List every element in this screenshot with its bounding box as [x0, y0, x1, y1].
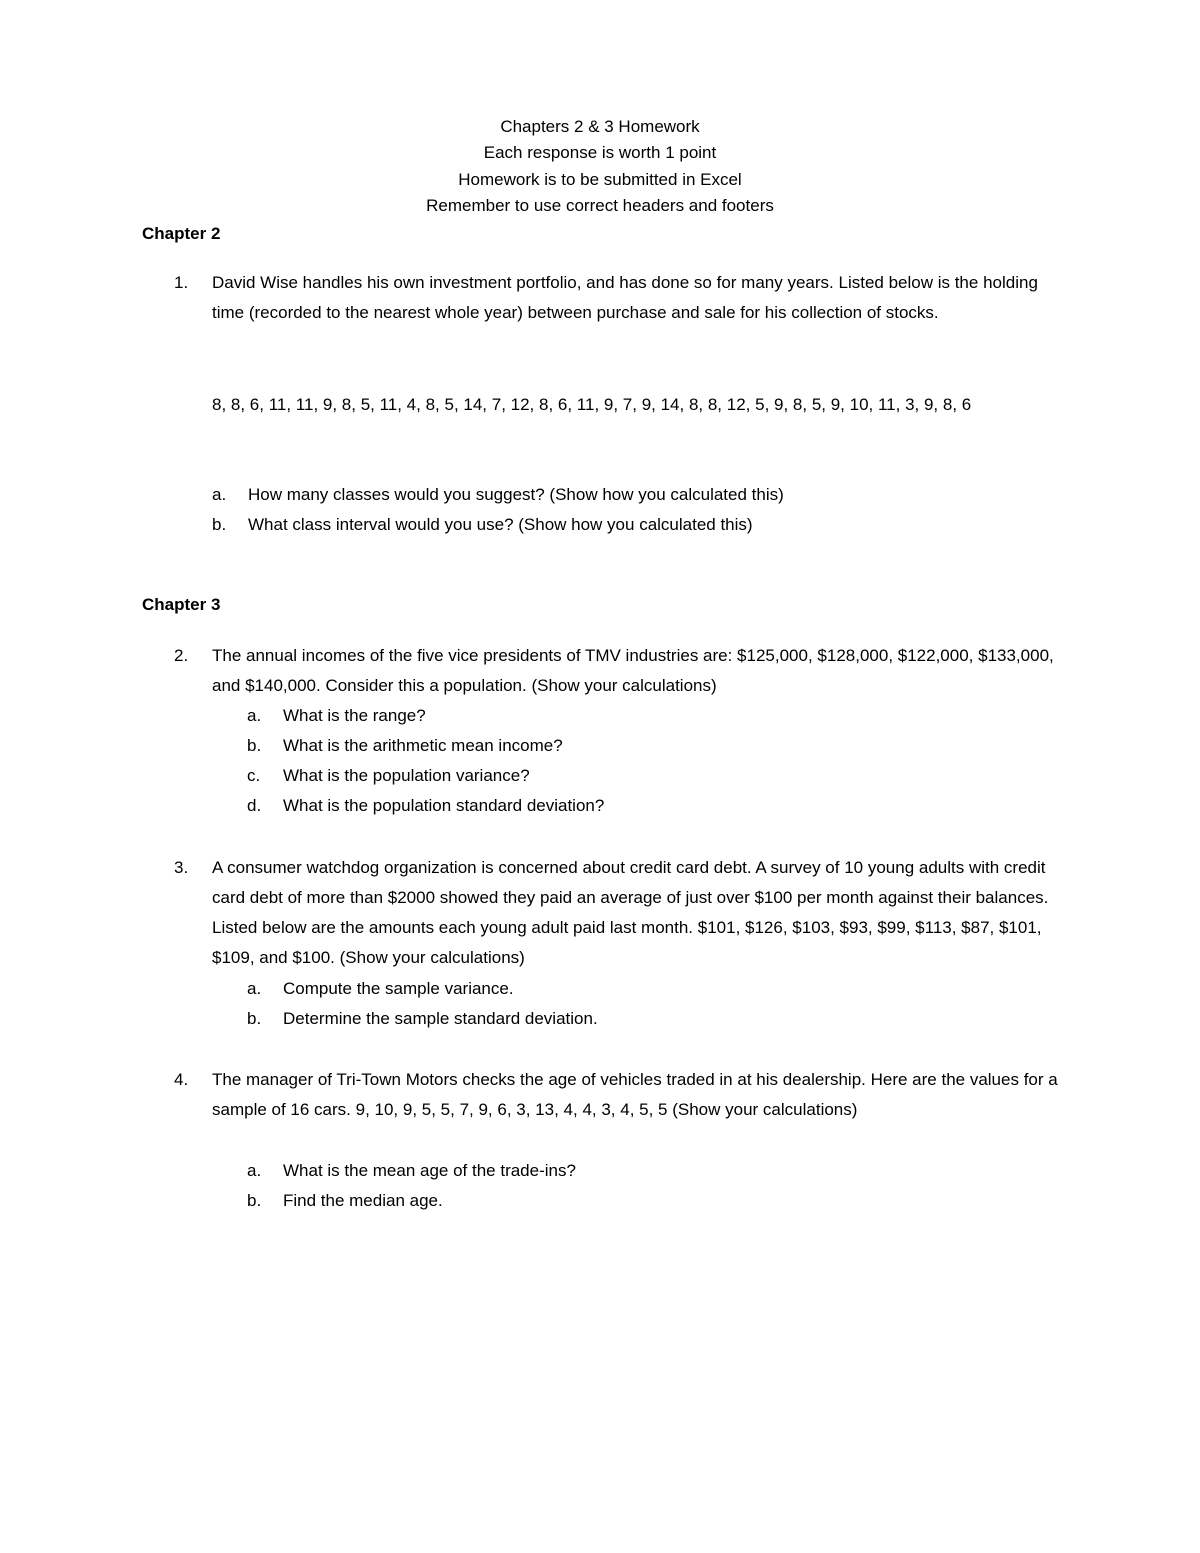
question-number: 1. [174, 273, 189, 292]
sub-text: What is the population standard deviation? [283, 796, 605, 815]
sub-letter: a. [247, 1161, 262, 1180]
sub-text: Find the median age. [283, 1191, 443, 1210]
sub-letter: d. [247, 796, 262, 815]
question-number: 4. [174, 1070, 189, 1089]
sub-letter: a. [247, 706, 262, 725]
question-number: 2. [174, 646, 189, 665]
chapter-3-heading: Chapter 3 [142, 595, 221, 614]
sub-text: What is the range? [283, 706, 426, 725]
holding-time-data: 8, 8, 6, 11, 11, 9, 8, 5, 11, 4, 8, 5, 14, 7, 12, 8, 6, 11, 9, 7, 9, 14, 8, 8, 12, 5, 9, 8, 5, 9, 10, 11, 3, 9, 8, 6 [212, 395, 972, 414]
points-note: Each response is worth 1 point [483, 143, 717, 163]
sub-letter: b. [247, 736, 262, 755]
question-text: A consumer watchdog organization is concerned about credit card debt. A survey of 10 young adults with credit card debt of more than $2000 showed they paid an average of just over $100 per month against their balances. Listed below are the amounts each young adult paid last month. $101, $126, $103, $93, $99, $113, $87, $101, $109, and $100. (Show your calculations) [212, 858, 1049, 967]
sub-text: What is the arithmetic mean income? [283, 736, 563, 755]
sub-letter: b. [212, 515, 227, 534]
submission-note: Homework is to be submitted in Excel [458, 169, 742, 189]
headers-footers-note: Remember to use correct headers and footers [426, 195, 774, 215]
sub-letter: c. [247, 766, 261, 785]
sub-text: What is the population variance? [283, 766, 530, 785]
question-text: The manager of Tri-Town Motors checks the age of vehicles traded in at his dealership. Here are the values for a sample of 16 cars. 9, 10, 9, 5, 5, 7, 9, 6, 3, 13, 4, 4, 3, 4, 5, 5 (Show your calculations) [212, 1070, 1058, 1119]
chapter-2-heading: Chapter 2 [142, 224, 221, 243]
sub-text: What class interval would you use? (Show how you calculated this) [248, 515, 753, 534]
sub-text: What is the mean age of the trade-ins? [283, 1161, 576, 1180]
sub-text: How many classes would you suggest? (Show how you calculated this) [248, 485, 784, 504]
document-title: Chapters 2 & 3 Homework [500, 117, 700, 136]
sub-letter: a. [212, 485, 227, 504]
sub-letter: b. [247, 1009, 262, 1028]
sub-text: Determine the sample standard deviation. [283, 1009, 598, 1028]
document-header [0, 114, 1200, 219]
question-text: The annual incomes of the five vice presidents of TMV industries are: $125,000, $128,000, $122,000, $133,000, and $140,000. Consider this a population. (Show your calculations) [212, 646, 1054, 695]
sub-text: Compute the sample variance. [283, 979, 514, 998]
sub-letter: a. [247, 979, 262, 998]
sub-letter: b. [247, 1191, 262, 1210]
question-number: 3. [174, 858, 189, 877]
question-text: David Wise handles his own investment portfolio, and has done so for many years. Listed below is the holding time (recorded to the nearest whole year) between purchase and sale for his collection of stocks. [212, 273, 1038, 322]
